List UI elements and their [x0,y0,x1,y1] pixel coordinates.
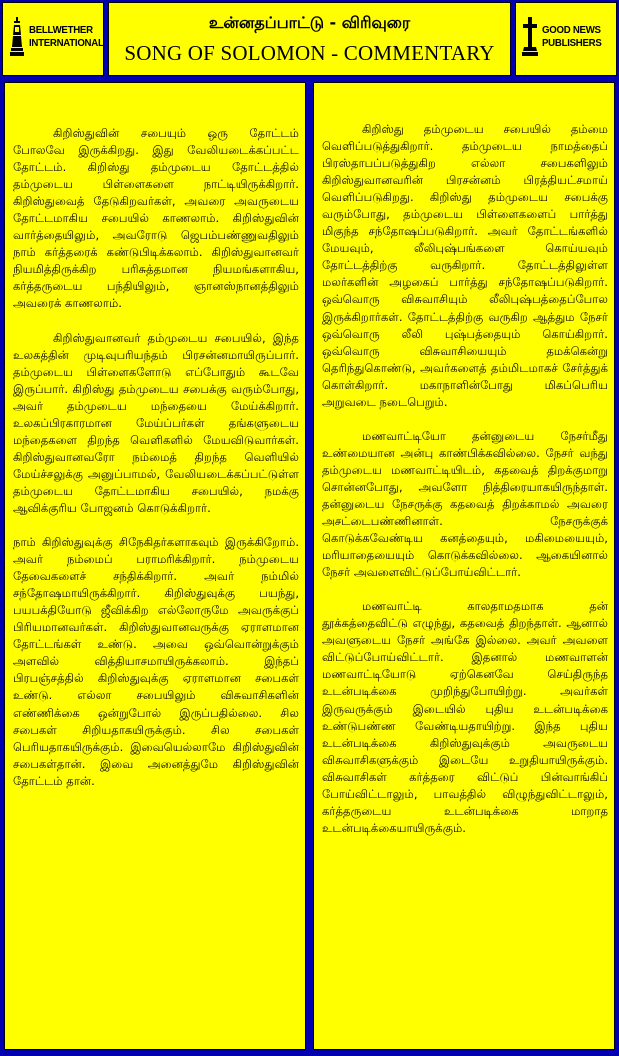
page-header [0,0,619,80]
right-paragraph-3: மணவாட்டி காலதாமதமாக தன் தூக்கத்தைவிட்டு எழுந்து, கதவைத் திறந்தாள். ஆனால் அவளுடைய நேசர் அங்கே இல்லை. அவர் அவளை விட்டுப்போய்விட்டார். இதனால் மணவாளன் மணவாட்டியோடு ஏற்கெனவே செய்திருந்த உடன்படிக்கை முறிந்துபோயிற்று. அவர்கள் இருவருக்கும் இடையில் புதிய உடன்படிக்கை உண்டுபண்ண வேண்டியதாயிற்று. இந்த புதிய உடன்படிக்கை கிறிஸ்துவுக்கும் அவருடைய விசுவாசிகளுக்கும் இடையே உறுதியாயிருக்கும். விசுவாசிகள் கர்த்தரை விட்டுப் பின்வாங்கிப் போய்விட்டாலும், பாவத்தில் விழுந்துவிட்டாலும், கர்த்தருடைய உடன்படிக்கை மாறாத உடன்படிக்கையாயிருக்கும். [322,599,608,835]
title-banner [108,2,511,76]
right-logo-line1: GOOD NEWS [542,24,601,36]
right-paragraph-2: மணவாட்டியோ தன்னுடைய நேசர்மீது உண்மையான அன்பு காண்பிக்கவில்லை. நேசர் வந்து தம்முடைய மணவாட்டியிடம், கதவைத் திறக்குமாறு சொன்னபோது, அவளோ நித்திரையாகயிருந்தாள். தன்னுடைய நேசருக்கு கதவைத் திறக்காமல் அவரை அசட்டைபண்ணினாள். நேசருக்குக் கொடுக்கவேண்டிய கனத்தையும், மகிமையையும், மரியாதையையும் கொடுக்கவில்லை. ஆகையினால் நேசர் அவளைவிட்டுப்போய்விட்டார். [322,428,608,580]
title-tamil: உன்னதப்பாட்டு - விரிவுரை [208,13,411,32]
right-column-text [322,121,608,854]
bell-tower-icon [9,17,25,57]
right-paragraph-1: கிறிஸ்து தம்முடைய சபையில் தம்மை வெளிப்படுத்துகிறார். தம்முடைய நாமத்தைப் பிரஸ்தாபப்படுத்துகிற எல்லா சபைகளிலும் கிறிஸ்துவானவரின் பிரசன்னம் பிரத்தியட்சமாய் வெளிப்படுகிறது. கிறிஸ்து தம்முடைய சபைக்கு வரும்போது, தம்முடைய பிள்ளைகளைப் பார்த்து மிகுந்த சந்தோஷப்படுகிறார். அவர் தோட்டங்களில் மேயவும், லீலிபுஷ்பங்களை கொய்யவும் தோட்டத்திற்கு வருகிறார். தோட்டத்திலுள்ள மலர்களின் அழகைப் பார்த்து சந்தோஷப்படுகிறார். ஒவ்வொரு விசுவாசியும் லீலிபுஷ்பத்தைப்போல இருக்கிறார்கள். தோட்டத்திற்கு வருகிற ஆத்தும நேசர் ஒவ்வொரு லீலி புஷ்பத்தையும் கொய்கிறார். ஒவ்வொரு விசுவாசியையும் தமக்கென்று தெரிந்துகொண்டு, அவர்களைத் தம்மிடமாகச் சேர்த்துக் கொள்கிறார். மகாநாளின்போது மிகப்பெரிய அறுவடை நடைபெறும். [322,122,608,409]
left-paragraph-2: கிறிஸ்துவானவர் தம்முடைய சபையில், இந்த உலகத்தின் முடிவுபரியந்தம் பிரசன்னமாயிருப்பார். தம்முடைய பிள்ளைகளோடு எப்போதும் கூடவே இருப்பார். கிறிஸ்து தம்முடைய சபைக்கு வரும்போது, அவர் தம்முடைய மந்தையை மேய்க்கிறார். உலகப்பிரகாரமான மேய்ப்பர்கள் தங்களுடைய மந்தைகளை திறந்த வெளிகளில் மேயவிடுவார்கள். கிறிஸ்துவானவரோ நம்மைத் திறந்த வெளியில் மேய்ச்சலுக்கு அனுப்பாமல், வேலியடைக்கப்பட்டுள்ள தம்முடைய தோட்டமாகிய சபையில், நமக்கு ஆவிக்குரிய போஜனம் கொடுக்கிறார். [13,330,299,515]
left-logo-line2: INTERNATIONAL [29,37,104,49]
left-column [4,82,306,1050]
title-english: SONG OF SOLOMON - COMMENTARY [124,41,495,65]
bellwether-logo [2,2,104,76]
left-paragraph-3: நாம் கிறிஸ்துவுக்கு சிநேகிதர்களாகவும் இருக்கிறோம். அவர் நம்மைப் பராமரிக்கிறார். நம்முடைய தேவைகளைச் சந்திக்கிறார். அவர் நம்மில் சந்தோஷமாயிருக்கிறார். கிறிஸ்துவுக்கு பயந்து, பயபக்தியோடு ஜீவிக்கிற எல்லோருமே அவருக்குப் பிரியமானவர்கள். கிறிஸ்துவானவருக்கு ஏராளமான தோட்டங்கள் உண்டு. அவை ஒவ்வொன்றுக்கும் அளவில் வித்தியாசமாயிருக்கலாம். இந்தப் பிரபஞ்சத்தில் கிறிஸ்துவுக்கு ஏராளமான சபைகள் உண்டு. எல்லா சபையிலும் விசுவாசிகளின் எண்ணிக்கை ஒன்றுபோல் இருப்பதில்லை. சில சபைகள் சிறியதாகயிருக்கும். சில சபைகள் பெரியதாகயிருக்கும். இவையெல்லாமே கிறிஸ்துவின் சபைகள்தான். இவை அனைத்துமே கிறிஸ்துவின் தோட்டம் தான். [13,535,299,788]
right-column [313,82,615,1050]
right-logo-line2: PUBLISHERS [542,37,602,49]
left-logo-line1: BELLWETHER [29,24,93,36]
good-news-publishers-logo [515,2,617,76]
left-paragraph-1: கிறிஸ்துவின் சபையும் ஒரு தோட்டம் போலவே இருக்கிறது. இது வேலியடைக்கப்பட்ட தோட்டம். கிறிஸ்து தம்முடைய தோட்டத்தில் தம்முடைய பிள்ளைகளை நாட்டியிருக்கிறார். கிறிஸ்துவைத் தேடுகிறவர்கள், அவரை அவருடைய தோட்டமாகிய சபையில் காணலாம். கிறிஸ்துவின் வார்த்தையிலும், அவரோடு ஜெபம்பண்ணுவதிலும் நாம் கர்த்தரைக் கண்டுபிடிக்கலாம். கிறிஸ்துவானவர் நியமித்திருக்கிற பரிசுத்தமான நியமங்களாகிய, கர்த்தருடைய பந்தியிலும், ஞானஸ்நானத்திலும் அவரைக் காணலாம். [13,126,299,311]
left-column-text [13,125,299,807]
cross-icon [522,17,538,57]
